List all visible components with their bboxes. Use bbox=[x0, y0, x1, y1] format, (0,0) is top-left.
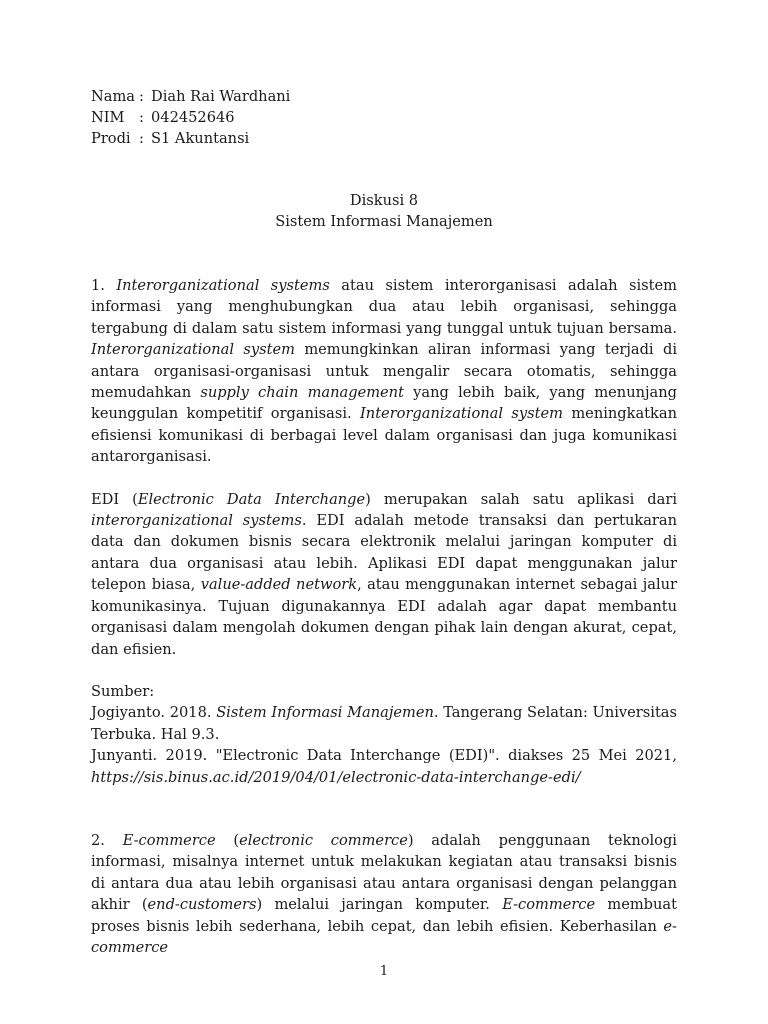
term-italic: supply chain management bbox=[200, 384, 404, 402]
text: Junyanti. 2019. "Electronic Data Interchange (EDI)". diakses 25 Mei 2021, bbox=[91, 747, 677, 765]
term-italic: Interorganizational system bbox=[91, 341, 295, 359]
text: membuat proses bisnis lebih sederhana, lebih cepat, dan lebih efisien. Keberhasilan bbox=[91, 896, 677, 935]
text: ( bbox=[215, 831, 240, 849]
nim-separator: : bbox=[139, 109, 144, 126]
term-italic: electronic commerce bbox=[239, 831, 408, 849]
text: EDI ( bbox=[91, 490, 138, 508]
prodi-value: S1 Akuntansi bbox=[151, 130, 250, 147]
text: . EDI adalah metode transaksi dan pertukaran data dan dokumen bisnis secara elektronik melalui jaringan komputer di antara dua organisasi atau lebih. Aplikasi EDI dapat menggunakan jalur telepon biasa, bbox=[91, 512, 677, 594]
text: Jogiyanto. 2018. bbox=[91, 704, 217, 722]
text: atau sistem interorganisasi adalah sistem informasi yang menghubungkan dua atau lebih organisasi, sehingga tergabung di dalam satu sistem informasi yang tunggal untuk tujuan bersama. bbox=[91, 277, 677, 337]
prodi-label: Prodi bbox=[91, 130, 131, 147]
name-separator: : bbox=[139, 88, 144, 105]
term-italic: Interorganizational system bbox=[360, 405, 563, 423]
item-number: 1. bbox=[91, 277, 117, 294]
reference-2 bbox=[91, 745, 677, 788]
term-italic: e-commerce bbox=[91, 917, 677, 956]
document-body bbox=[91, 275, 677, 958]
term-italic: value-added network bbox=[200, 576, 358, 594]
text: . Tangerang Selatan: Universitas Terbuka. Hal 9.3. bbox=[91, 704, 677, 743]
paragraph-3 bbox=[91, 830, 677, 958]
page-number: 1 bbox=[379, 964, 389, 979]
reference-1 bbox=[91, 702, 677, 745]
text: yang lebih baik, yang menunjang keunggulan kompetitif organisasi. bbox=[91, 384, 677, 423]
term-italic: Electronic Data Interchange bbox=[137, 490, 366, 508]
nim-row bbox=[91, 107, 290, 128]
term-italic: Interorganizational systems bbox=[116, 277, 330, 294]
prodi-row bbox=[91, 128, 290, 149]
name-label: Nama bbox=[91, 88, 136, 105]
prodi-separator: : bbox=[139, 130, 144, 147]
title-line-1: Diskusi 8 bbox=[349, 192, 419, 209]
book-title: Sistem Informasi Manajemen bbox=[216, 704, 434, 722]
nim-value: 042452646 bbox=[151, 109, 235, 126]
identity-block bbox=[91, 86, 290, 149]
term-italic: end-customers bbox=[147, 896, 257, 914]
name-row bbox=[91, 86, 290, 107]
title-line-2: Sistem Informasi Manajemen bbox=[275, 213, 493, 230]
text: memungkinkan aliran informasi yang terjadi di antara organisasi-organisasi untuk mengalir secara otomatis, sehingga memudahkan bbox=[91, 341, 677, 402]
item-number: 2. bbox=[91, 831, 123, 849]
paragraph-2 bbox=[91, 489, 677, 660]
nim-label: NIM bbox=[91, 109, 125, 126]
text: ) adalah penggunaan teknologi informasi, misalnya internet untuk melakukan kegiatan atau transaksi bisnis di antara dua atau lebih organisasi atau antara organisasi dengan pelanggan akhir ( bbox=[91, 831, 677, 914]
paragraph-1 bbox=[91, 275, 677, 468]
document-title bbox=[0, 190, 768, 232]
reference-url: https://sis.binus.ac.id/2019/04/01/electronic-data-interchange-edi/ bbox=[91, 768, 581, 786]
term-italic: E-commerce bbox=[122, 831, 216, 849]
text: ) merupakan salah satu aplikasi dari bbox=[365, 490, 677, 508]
name-value: Diah Rai Wardhani bbox=[151, 88, 291, 105]
text: ) melalui jaringan komputer. bbox=[256, 896, 503, 914]
term-italic: E-commerce bbox=[502, 896, 596, 914]
term-italic: interorganizational systems bbox=[91, 512, 302, 530]
text: , atau menggunakan internet sebagai jalur komunikasinya. Tujuan digunakannya EDI adalah agar dapat membantu organisasi dalam mengolah dokumen dengan pihak lain dengan akurat, cepat, dan efisien. bbox=[91, 576, 677, 658]
text: meningkatkan efisiensi komunikasi di berbagai level dalam organisasi dan juga komunikasi antarorganisasi. bbox=[91, 405, 677, 466]
sources-label: Sumber: bbox=[91, 682, 155, 700]
